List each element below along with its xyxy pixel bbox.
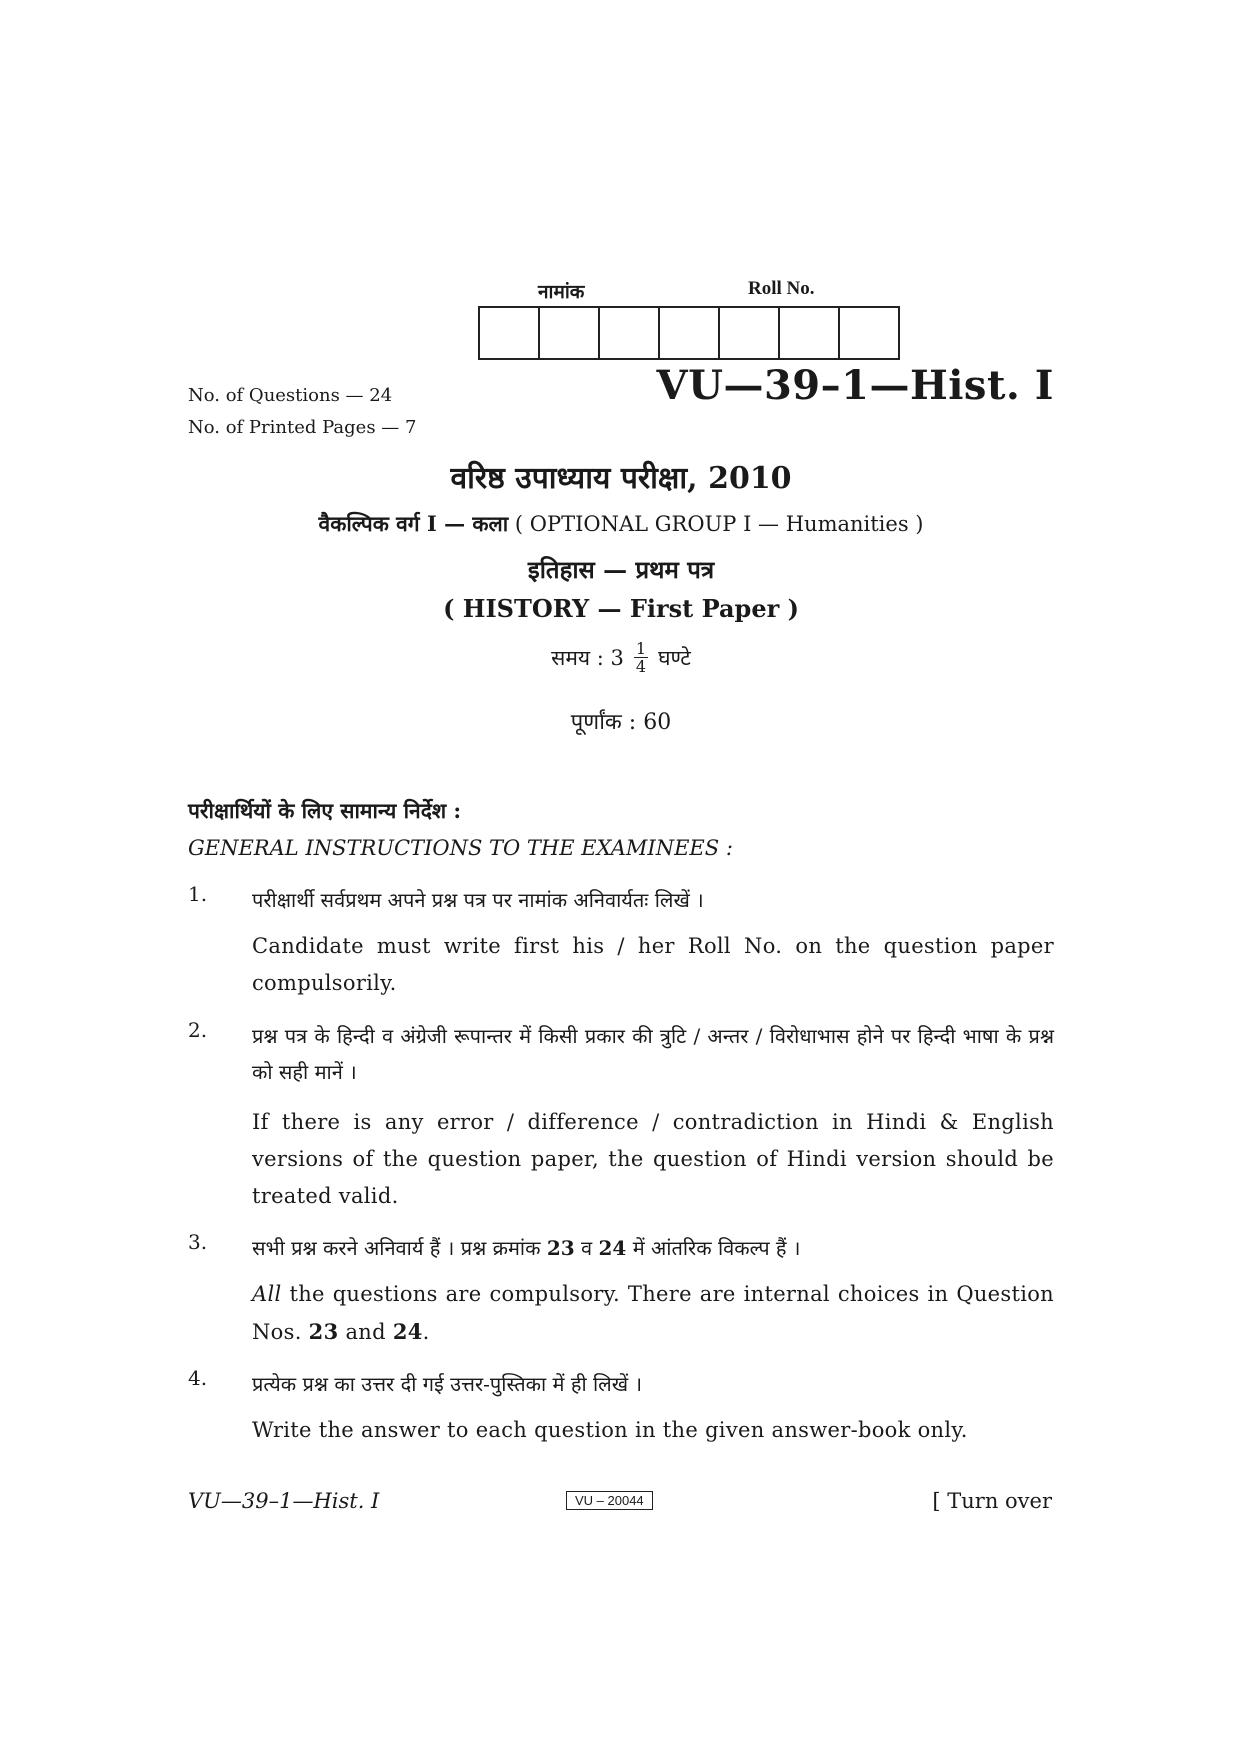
paper-code: VU—39–1—Hist. I xyxy=(656,362,1054,409)
instruction-number: 4. xyxy=(188,1366,208,1390)
paper-meta xyxy=(188,380,416,444)
roll-digit-box[interactable] xyxy=(540,308,600,358)
footer-paper-code: VU—39–1—Hist. I xyxy=(188,1489,380,1513)
fraction-numerator: 1 xyxy=(635,639,647,658)
exam-title: वरिष्ठ उपाध्याय परीक्षा, 2010 xyxy=(450,461,792,496)
time-allowed xyxy=(188,640,1054,675)
roll-digit-box[interactable] xyxy=(480,308,540,358)
time-label: समय : 3 xyxy=(551,645,624,670)
instruction-item xyxy=(188,1366,1054,1446)
roll-label-hindi: नामांक xyxy=(538,281,585,303)
instruction-hindi: परीक्षार्थी सर्वप्रथम अपने प्रश्न पत्र पर नामांक अनिवार्यतः लिखें । xyxy=(252,888,704,912)
roll-number-labels xyxy=(478,278,908,304)
printed-pages-count: No. of Printed Pages — 7 xyxy=(188,417,417,438)
turn-over-note: [ Turn over xyxy=(932,1489,1052,1513)
roll-digit-box[interactable] xyxy=(660,308,720,358)
roll-number-boxes xyxy=(478,306,900,360)
time-unit: घण्टे xyxy=(658,645,691,670)
roll-label-english: Roll No. xyxy=(748,278,815,299)
instructions-heading-english: GENERAL INSTRUCTIONS TO THE EXAMINEES : xyxy=(188,836,733,860)
max-marks: पूर्णांक : 60 xyxy=(570,710,672,735)
group-english: ( OPTIONAL GROUP I — Humanities ) xyxy=(508,512,924,536)
optional-group-line xyxy=(188,510,1054,538)
roll-digit-box[interactable] xyxy=(840,308,898,358)
fraction-denominator: 4 xyxy=(635,657,647,676)
group-hindi: वैकल्पिक वर्ग I — कला xyxy=(318,511,509,536)
subject-hindi: इतिहास — प्रथम पत्र xyxy=(527,555,715,584)
instruction-number: 2. xyxy=(188,1018,208,1042)
roll-digit-box[interactable] xyxy=(720,308,780,358)
instruction-item xyxy=(188,1018,1054,1208)
footer-serial-code: VU – 20044 xyxy=(566,1491,653,1510)
instruction-item xyxy=(188,1230,1054,1344)
instruction-english: If there is any error / difference / contradiction in Hindi & English versions of the question paper, the question of Hindi version should be treated valid. xyxy=(252,1110,1054,1208)
time-fraction xyxy=(634,640,648,675)
roll-digit-box[interactable] xyxy=(600,308,660,358)
roll-digit-box[interactable] xyxy=(780,308,840,358)
subject-english: ( HISTORY — First Paper ) xyxy=(443,594,799,623)
instruction-number: 3. xyxy=(188,1230,208,1254)
instruction-hindi: सभी प्रश्न करने अनिवार्य हैं । प्रश्न क्रमांक 23 व 24 में आंतरिक विकल्प हैं । xyxy=(252,1236,801,1260)
instructions-heading-hindi: परीक्षार्थियों के लिए सामान्य निर्देश : xyxy=(188,798,462,823)
question-count: No. of Questions — 24 xyxy=(188,385,393,406)
instruction-english: Write the answer to each question in the given answer-book only. xyxy=(252,1418,968,1442)
instruction-english: All the questions are compulsory. There are internal choices in Question Nos. 23 and 24. xyxy=(252,1282,1054,1344)
instruction-number: 1. xyxy=(188,882,208,906)
instruction-english: Candidate must write first his / her Roll No. on the question paper compulsorily. xyxy=(252,934,1054,995)
instruction-hindi: प्रश्न पत्र के हिन्दी व अंग्रेजी रूपान्तर में किसी प्रकार की त्रुटि / अन्तर / विरोधाभास होने पर हिन्दी भाषा के प्रश्न को सही मानें । xyxy=(252,1024,1054,1084)
instruction-item xyxy=(188,882,1054,995)
instruction-hindi: प्रत्येक प्रश्न का उत्तर दी गई उत्तर-पुस्तिका में ही लिखें । xyxy=(252,1372,643,1396)
